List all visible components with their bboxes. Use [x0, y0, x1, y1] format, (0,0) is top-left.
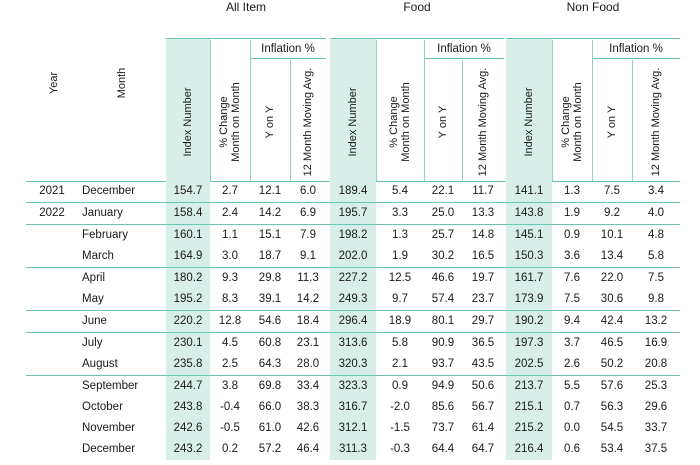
value-cell: 0.7: [564, 401, 580, 413]
value-cell: 23.7: [462, 289, 504, 311]
value-cell: 296.4: [330, 311, 376, 333]
month-header: [112, 58, 132, 108]
value-cell: 173.9: [506, 289, 552, 311]
value-cell: 215.2: [506, 418, 552, 439]
value-cell: 53.4: [600, 443, 624, 455]
value-cell: 64.7: [471, 443, 495, 455]
value-cell: 3.8: [222, 380, 238, 392]
value-cell: 190.2: [506, 311, 552, 333]
value-cell: 5.8: [632, 246, 680, 268]
value-cell: -0.4: [220, 401, 240, 413]
col-label: Index Number: [347, 87, 359, 157]
year-header-label: Year: [48, 71, 60, 95]
col-header-mom-food: [376, 60, 424, 184]
value-cell: 320.3: [330, 354, 376, 376]
value-cell: 11.7: [462, 181, 504, 203]
value-cell: 195.7: [330, 203, 376, 225]
col-label: Index Number: [182, 87, 194, 157]
value-cell: 85.6: [431, 401, 455, 413]
value-cell: 10.1: [600, 229, 624, 241]
value-cell: 313.6: [330, 333, 376, 355]
value-cell: 316.7: [330, 397, 376, 418]
value-cell: 195.2: [166, 289, 210, 311]
month-cell: February: [82, 229, 129, 241]
year-cell: [26, 397, 78, 418]
table-row: [26, 268, 680, 290]
value-cell: 30.2: [424, 246, 462, 268]
header-top-rule-all: [166, 38, 326, 39]
value-cell: 23.1: [296, 337, 320, 349]
value-cell: 12.1: [250, 181, 290, 203]
value-cell: 13.2: [632, 311, 680, 333]
value-cell: 2.1: [376, 354, 424, 376]
year-cell: [26, 225, 78, 247]
value-cell: 13.3: [462, 203, 504, 225]
value-cell: 19.7: [471, 272, 495, 284]
value-cell: 150.3: [506, 246, 552, 268]
value-cell: 38.3: [296, 401, 320, 413]
value-cell: 50.6: [471, 380, 495, 392]
value-cell: 3.3: [376, 203, 424, 225]
value-cell: 3.4: [632, 181, 680, 203]
col-header-index-food: [330, 60, 376, 184]
value-cell: 5.5: [564, 380, 580, 392]
value-cell: 1.3: [552, 181, 592, 203]
col-label: % Change Month on Month: [388, 82, 412, 162]
value-cell: 57.4: [424, 289, 462, 311]
year-cell: [26, 333, 78, 355]
col-header-mom-all: [210, 60, 250, 184]
inflation-header-all: Inflation %: [261, 43, 315, 55]
value-cell: 311.3: [330, 439, 376, 460]
value-cell: 1.9: [376, 246, 424, 268]
value-cell: 243.8: [166, 397, 210, 418]
value-cell: 2.6: [552, 354, 592, 376]
value-cell: 8.3: [210, 289, 250, 311]
group-title-non-food: Non Food: [566, 0, 620, 14]
month-cell: October: [82, 401, 123, 413]
value-cell: 16.9: [644, 337, 668, 349]
value-cell: 25.7: [431, 229, 455, 241]
value-cell: 5.4: [376, 181, 424, 203]
group-title-all-item: All Item: [225, 0, 266, 14]
value-cell: 18.4: [290, 311, 326, 333]
value-cell: 29.7: [462, 311, 504, 333]
value-cell: 25.0: [424, 203, 462, 225]
value-cell: 66.0: [258, 401, 282, 413]
value-cell: 42.6: [296, 422, 320, 434]
value-cell: 14.2: [250, 203, 290, 225]
col-label: % Change Month on Month: [560, 82, 584, 162]
value-cell: 33.4: [296, 380, 320, 392]
data-table: [26, 181, 680, 460]
value-cell: 1.3: [392, 229, 408, 241]
value-cell: 9.2: [592, 203, 632, 225]
month-cell: December: [78, 181, 166, 203]
year-cell: [26, 354, 78, 376]
value-cell: 90.9: [431, 337, 455, 349]
value-cell: 28.0: [290, 354, 326, 376]
value-cell: 37.5: [644, 443, 668, 455]
value-cell: 9.1: [290, 246, 326, 268]
value-cell: 43.5: [462, 354, 504, 376]
value-cell: 189.4: [330, 181, 376, 203]
value-cell: 61.0: [258, 422, 282, 434]
value-cell: 56.7: [471, 401, 495, 413]
value-cell: 202.5: [506, 354, 552, 376]
year-cell: [26, 439, 78, 460]
value-cell: 7.5: [552, 289, 592, 311]
value-cell: 2.7: [210, 181, 250, 203]
year-cell: [26, 376, 78, 398]
value-cell: 11.3: [297, 272, 319, 284]
group-title-food: Food: [403, 0, 431, 14]
year-cell: [26, 311, 78, 333]
table-row: [26, 376, 680, 398]
value-cell: 7.5: [592, 181, 632, 203]
value-cell: 50.2: [592, 354, 632, 376]
table-row: [26, 203, 680, 225]
value-cell: 6.0: [290, 181, 326, 203]
value-cell: 46.6: [431, 272, 455, 284]
value-cell: 80.1: [424, 311, 462, 333]
header-top-rule-nonfood: [506, 38, 680, 39]
value-cell: 16.5: [462, 246, 504, 268]
value-cell: -2.0: [390, 401, 410, 413]
value-cell: 5.8: [392, 337, 408, 349]
value-cell: 242.6: [166, 418, 210, 439]
value-cell: 161.7: [506, 268, 552, 290]
month-cell: March: [78, 246, 166, 268]
value-cell: 312.1: [330, 418, 376, 439]
value-cell: 3.6: [552, 246, 592, 268]
inflation-rule-all: [250, 58, 326, 59]
value-cell: 0.0: [564, 422, 580, 434]
value-cell: 2.4: [210, 203, 250, 225]
value-cell: 202.0: [330, 246, 376, 268]
value-cell: 235.8: [166, 354, 210, 376]
value-cell: 0.9: [392, 380, 408, 392]
value-cell: 230.1: [166, 333, 210, 355]
table-row: [26, 333, 680, 355]
value-cell: 3.7: [564, 337, 580, 349]
month-header-label: Month: [116, 67, 128, 99]
value-cell: 29.8: [258, 272, 282, 284]
value-cell: 198.2: [330, 225, 376, 247]
col-header-mom-nonfood: [552, 60, 592, 184]
value-cell: 12.8: [210, 311, 250, 333]
value-cell: 18.7: [250, 246, 290, 268]
value-cell: 0.9: [564, 229, 580, 241]
value-cell: 1.1: [222, 229, 238, 241]
value-cell: 243.2: [166, 439, 210, 460]
value-cell: -0.3: [390, 443, 410, 455]
value-cell: 0.2: [222, 443, 238, 455]
value-cell: 33.7: [644, 422, 668, 434]
value-cell: 9.4: [552, 311, 592, 333]
value-cell: 12.5: [388, 272, 412, 284]
value-cell: 25.3: [644, 380, 668, 392]
value-cell: 7.6: [564, 272, 580, 284]
value-cell: 54.5: [600, 422, 624, 434]
value-cell: 154.7: [166, 181, 210, 203]
value-cell: 9.3: [222, 272, 238, 284]
value-cell: 64.3: [250, 354, 290, 376]
value-cell: 4.8: [648, 229, 664, 241]
year-cell: [26, 268, 78, 290]
value-cell: 160.1: [166, 225, 210, 247]
value-cell: 22.0: [600, 272, 624, 284]
col-header-yoy-food: [424, 60, 462, 184]
value-cell: 57.6: [600, 380, 624, 392]
table-row: [26, 246, 680, 268]
value-cell: 9.7: [376, 289, 424, 311]
col-header-index-all: [166, 60, 210, 184]
value-cell: 7.5: [648, 272, 664, 284]
col-label: 12 Month Moving Avg.: [302, 67, 314, 177]
inflation-header-nonfood: Inflation %: [609, 43, 663, 55]
col-label: Index Number: [523, 87, 535, 157]
table-row: [26, 289, 680, 311]
year-cell: 2022: [26, 203, 78, 225]
value-cell: 213.7: [506, 376, 552, 398]
month-cell: January: [78, 203, 166, 225]
col-label: % Change Month on Month: [218, 82, 242, 162]
value-cell: 94.9: [431, 380, 455, 392]
value-cell: 197.3: [506, 333, 552, 355]
inflation-header-food: Inflation %: [437, 43, 491, 55]
value-cell: 14.8: [471, 229, 495, 241]
value-cell: 54.6: [250, 311, 290, 333]
value-cell: 9.8: [632, 289, 680, 311]
value-cell: 180.2: [166, 268, 210, 290]
value-cell: 244.7: [166, 376, 210, 398]
value-cell: 39.1: [250, 289, 290, 311]
value-cell: 4.0: [632, 203, 680, 225]
col-label: Y on Y: [437, 105, 449, 139]
value-cell: 220.2: [166, 311, 210, 333]
value-cell: 18.9: [376, 311, 424, 333]
value-cell: 158.4: [166, 203, 210, 225]
value-cell: 145.1: [506, 225, 552, 247]
value-cell: 249.3: [330, 289, 376, 311]
value-cell: 93.7: [424, 354, 462, 376]
value-cell: 216.4: [506, 439, 552, 460]
month-cell: November: [82, 422, 136, 434]
value-cell: 0.6: [564, 443, 580, 455]
value-cell: 22.1: [424, 181, 462, 203]
year-cell: [26, 418, 78, 439]
value-cell: 42.4: [592, 311, 632, 333]
value-cell: 29.6: [644, 401, 668, 413]
table-row: [26, 354, 680, 376]
month-cell: April: [82, 272, 106, 284]
table-row: [26, 311, 680, 333]
table-row: [26, 397, 680, 418]
month-cell: May: [78, 289, 166, 311]
value-cell: -1.5: [390, 422, 410, 434]
value-cell: 3.0: [210, 246, 250, 268]
year-cell: [26, 289, 78, 311]
value-cell: 227.2: [330, 268, 376, 290]
value-cell: 20.8: [632, 354, 680, 376]
col-header-yoy-nonfood: [592, 60, 632, 184]
value-cell: 64.4: [431, 443, 455, 455]
value-cell: 164.9: [166, 246, 210, 268]
value-cell: 61.4: [471, 422, 495, 434]
table-row: [26, 418, 680, 439]
value-cell: 73.7: [431, 422, 455, 434]
value-cell: 14.2: [290, 289, 326, 311]
value-cell: 1.9: [552, 203, 592, 225]
table-row: [26, 225, 680, 247]
value-cell: 7.9: [300, 229, 316, 241]
value-cell: 56.3: [600, 401, 624, 413]
value-cell: 60.8: [258, 337, 282, 349]
value-cell: 2.5: [210, 354, 250, 376]
year-cell: [26, 246, 78, 268]
inflation-rule-food: [424, 58, 504, 59]
value-cell: 215.1: [506, 397, 552, 418]
value-cell: 69.8: [258, 380, 282, 392]
year-cell: 2021: [26, 181, 78, 203]
col-label: 12 Month Moving Avg.: [650, 67, 662, 177]
value-cell: 46.5: [600, 337, 624, 349]
col-label: 12 Month Moving Avg.: [477, 67, 489, 177]
value-cell: 6.9: [290, 203, 326, 225]
header-top-rule-food: [330, 38, 504, 39]
year-header: [44, 58, 64, 108]
col-header-avg-all: [290, 60, 326, 184]
value-cell: -0.5: [220, 422, 240, 434]
month-cell: September: [82, 380, 139, 392]
month-cell: June: [78, 311, 166, 333]
value-cell: 15.1: [258, 229, 282, 241]
col-header-yoy-all: [250, 60, 290, 184]
month-cell: August: [78, 354, 166, 376]
value-cell: 4.5: [222, 337, 238, 349]
value-cell: 323.3: [330, 376, 376, 398]
col-header-avg-nonfood: [632, 60, 680, 184]
value-cell: 57.2: [258, 443, 282, 455]
value-cell: 36.5: [471, 337, 495, 349]
table-row: [26, 181, 680, 203]
col-header-avg-food: [462, 60, 504, 184]
month-cell: December: [82, 443, 136, 455]
col-label: Y on Y: [264, 105, 276, 139]
inflation-rule-nonfood: [592, 58, 680, 59]
col-label: Y on Y: [606, 105, 618, 139]
value-cell: 13.4: [592, 246, 632, 268]
table-row: [26, 439, 680, 460]
value-cell: 141.1: [506, 181, 552, 203]
value-cell: 143.8: [506, 203, 552, 225]
month-cell: July: [82, 337, 103, 349]
value-cell: 46.4: [296, 443, 320, 455]
value-cell: 30.6: [592, 289, 632, 311]
col-header-index-nonfood: [506, 60, 552, 184]
